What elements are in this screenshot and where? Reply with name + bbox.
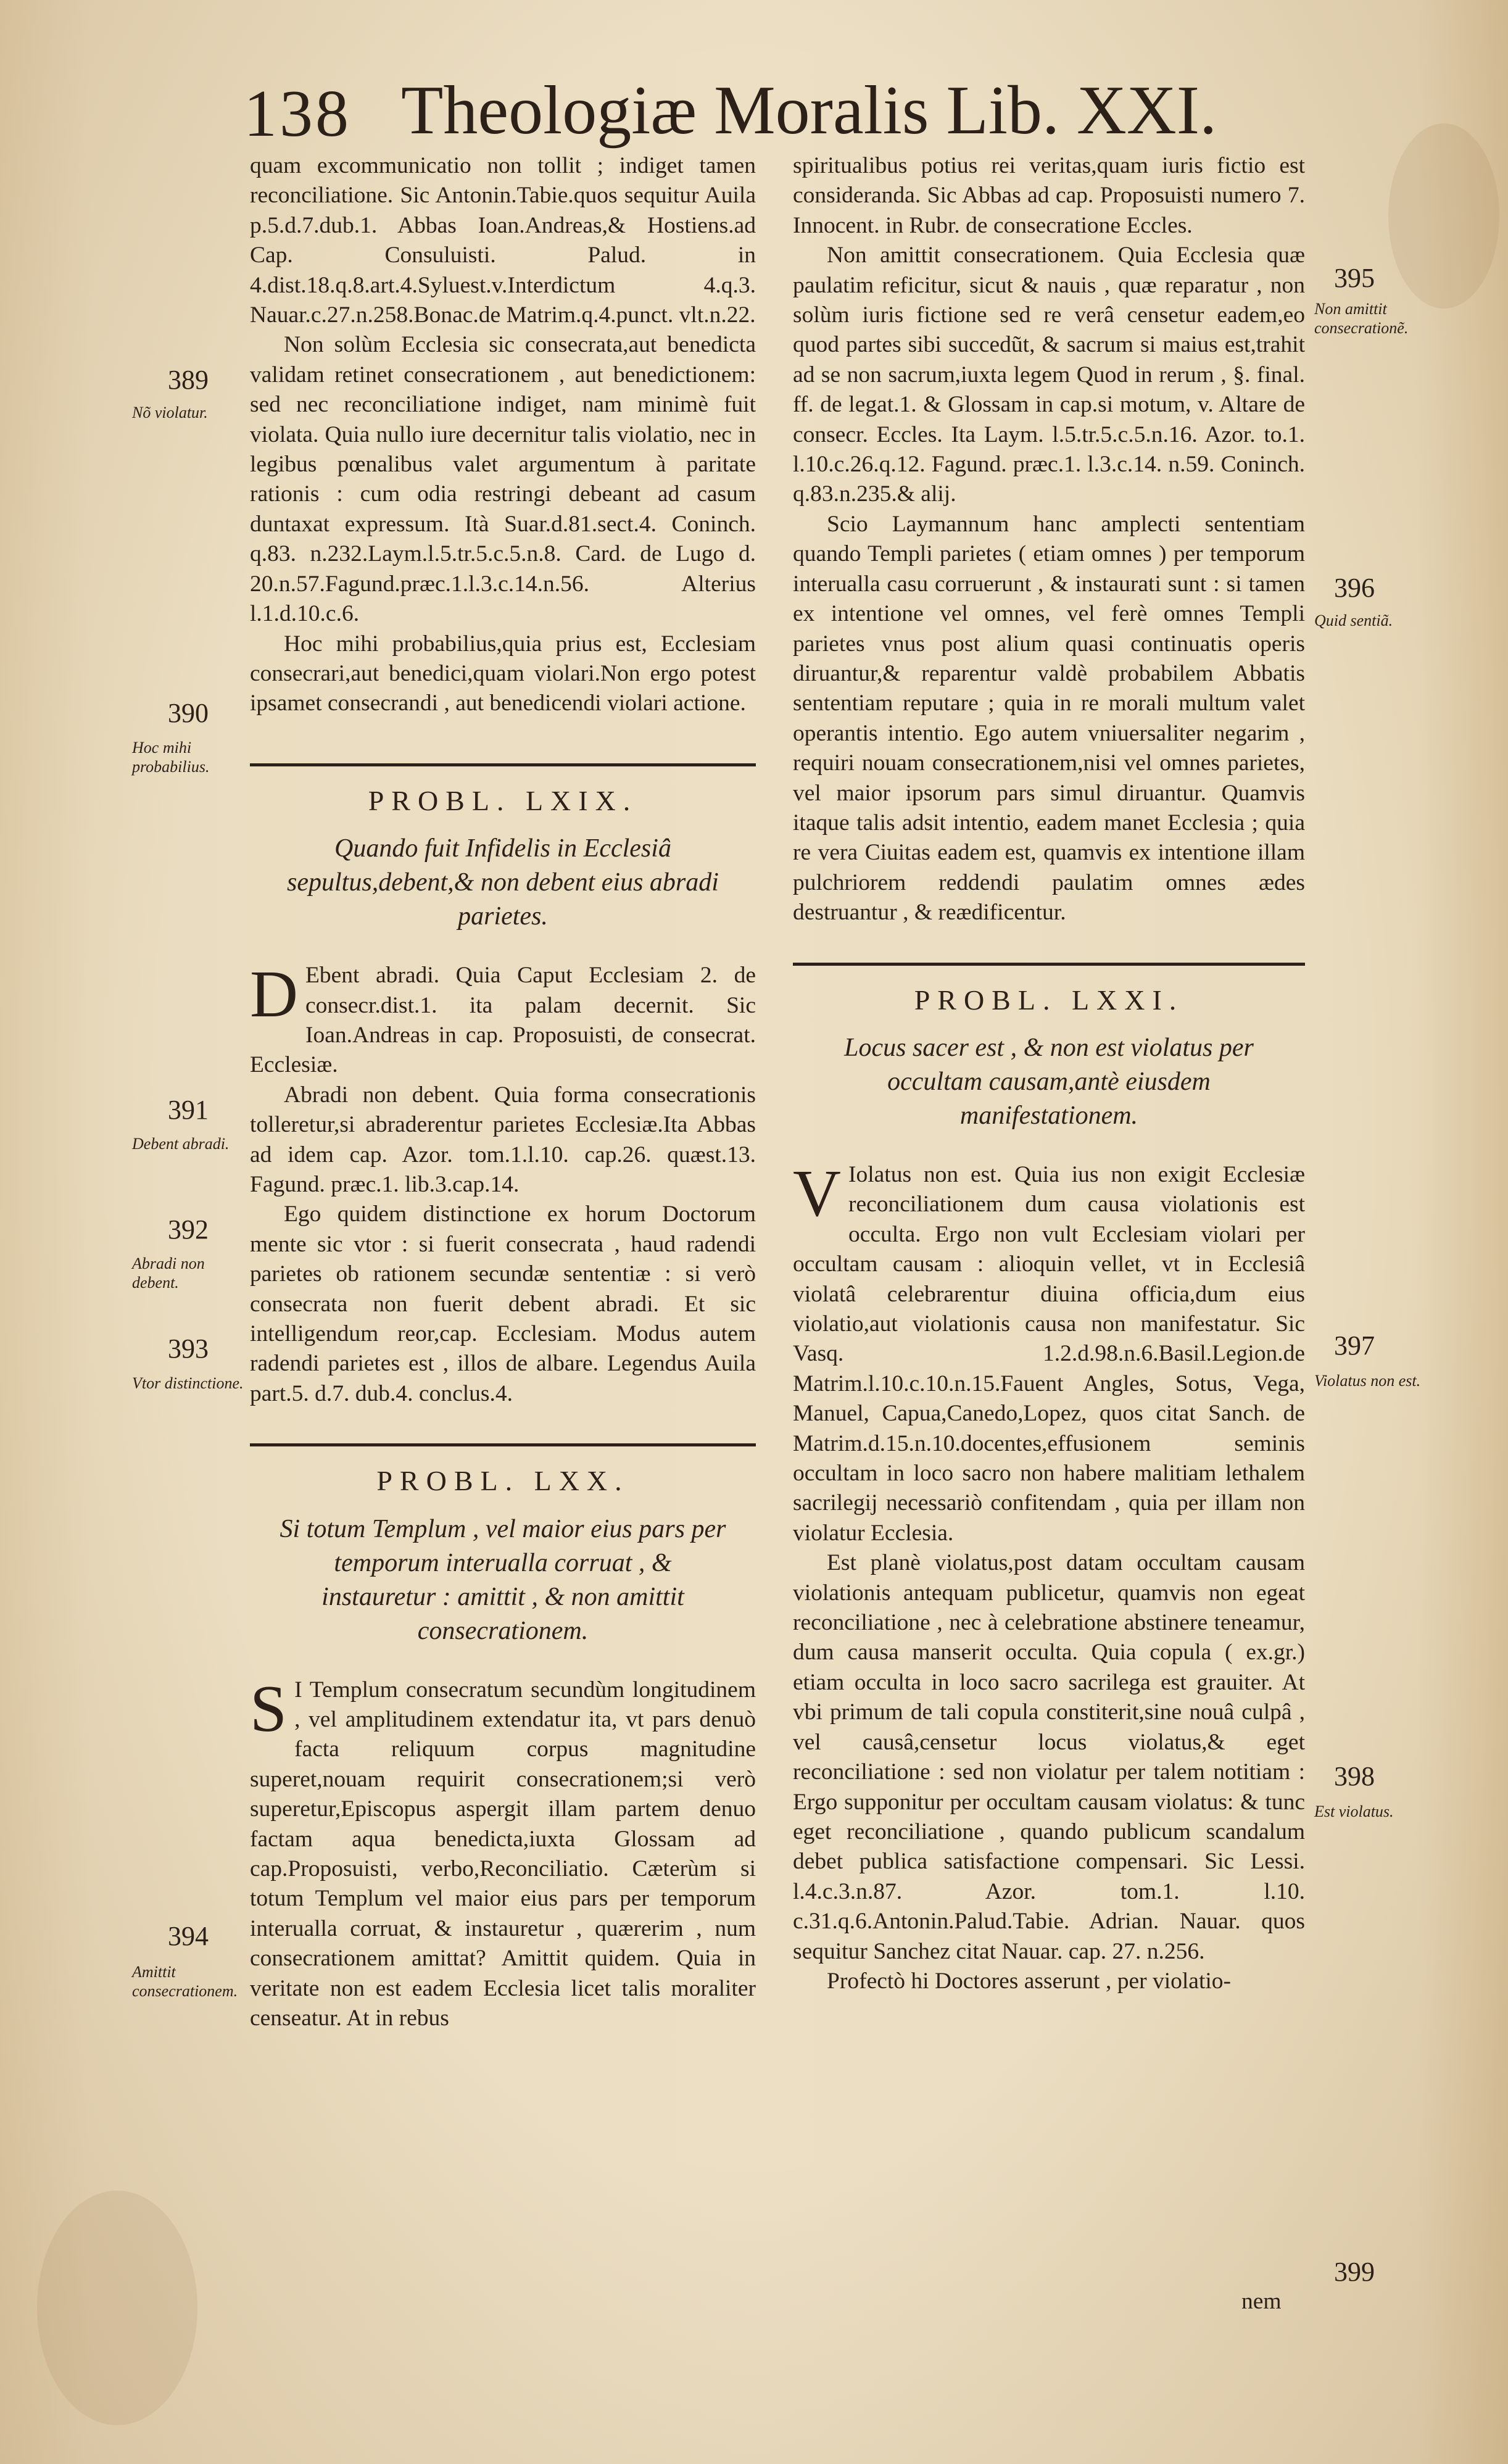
- problem-subtitle-70: Si totum Templum , vel maior eius pars per temporum interualla corruat , & instauretur : amittit , & non amittit consecrationem.: [280, 1514, 726, 1645]
- paragraph-394-text: I Templum consecratum secundùm longitudinem , vel amplitudinem extendatur ita, vt pars denuò facta reliquum corpus magnitudine superet,nouam requirit consecrationem;si verò superetur,Episcopus aspergit illam partem denuo factam aqua benedicta,iuxta Glossam ad cap.Proposuisti, verbo,Reconciliatio. Cæterùm si totum Templum vel maior eius pars per temporum interualla corruat, & instauretur , quærerim , num consecrationem amittat? Amittit quidem. Quia in veritate non est eadem Ecclesia licet talis moraliter censeatur. At in rebus: [250, 1677, 756, 2031]
- margin-note: Nõ violatur.: [132, 404, 208, 421]
- dropcap-initial: D: [250, 958, 298, 1032]
- paragraph-395: Non amittit consecrationem. Quia Ecclesia quæ paulatim reficitur, sicut & nauis , quæ reparatur , non solùm iuris fictione sed re verâ censetur eadem,eo quod partes sibi succedũt, & sacrum si maius est,trahit ad se non sacrum,iuxta legem Quod in rerum , §. final. ff. de legat.1. & Glossam in cap.si motum, v. Altare de consecr. Eccles. Ita Laym. l.5.tr.5.c.5.n.16. Azor. to.1. l.10.c.26.q.12. Fagund. præc.1. l.3.c.14. n.59. Coninch. q.83.n.235.& alij.: [793, 243, 1305, 507]
- margin-note: Est violatus.: [1314, 1802, 1394, 1820]
- problem-heading-70: PROBL. LXX.: [376, 1465, 629, 1497]
- paragraph-390: Hoc mihi probabilius,quia prius est, Ecclesiam consecrari,aut benedici,quam violari.Non ergo potest ipsamet consecrandi , aut benedicendi violari actione.: [250, 631, 756, 716]
- margin-number: 399: [1334, 2257, 1375, 2287]
- page-header: [244, 71, 1354, 151]
- margin-note: Hoc mihi probabilius.: [132, 739, 210, 776]
- paragraph-397-text: Iolatus non est. Quia ius non exigit Ecclesiæ reconciliationem dum causa violationis est occulta. Ergo non vult Ecclesiam violari per occultam causam : alioquin vellet, vt in Ecclesiâ violatâ celebrarentur diuina officia,dum eius violatio,aut violationis causa non manifestatur. Sic Vasq. 1.2.d.98.n.6.Basil.Legion.de Matrim.l.10.c.10.n.15.Fauent Angles, Sotus, Vega, Manuel, Capua,Canedo,Lopez, quos citat Sanch. de Matrim.d.15.n.10.docentes,effusionem seminis occultam in loco sacro non habere malitiam lethalem sacrilegij necessariò confitendam , quia per illam non violatur Ecclesia.: [793, 1161, 1305, 1546]
- catchword: nem: [1241, 2289, 1282, 2314]
- margin-note: Quid sentiã.: [1314, 612, 1393, 629]
- margin-number: 391: [168, 1095, 209, 1125]
- problem-subtitle-71: Locus sacer est , & non est violatus per occultam causam,antè eiusdem manifestationem.: [844, 1033, 1254, 1130]
- margin-number: 390: [168, 698, 209, 728]
- paragraph-397: [793, 1156, 1305, 1548]
- right-column: [793, 151, 1305, 1996]
- margin-note: Vtor distinctione.: [132, 1374, 244, 1392]
- page-number: 138: [244, 77, 351, 151]
- page-stain: [37, 2191, 197, 2425]
- running-title: Theologiæ Moralis Lib. XXI.: [401, 72, 1217, 149]
- intro-paragraph: quam excommunicatio non tollit ; indiget tamen reconciliatione. Sic Antonin.Tabie.quos sequitur Auila p.5.d.7.dub.1. Abbas Ioan.Andreas,& Hostiens.ad Cap. Consuluisti. Palud. in 4.dist.18.q.8.art.4.Syluest.v.Interdictum 4.q.3. Nauar.c.27.n.258.Bonac.de Matrim.q.4.punct. vlt.n.22.: [250, 153, 756, 328]
- paragraph-392: Abradi non debent. Quia forma consecrationis tolleretur,si abraderentur parietes Ecclesiæ.Ita Abbas ad idem cap. Azor. tom.1.l.10. cap.26. quæst.13. Fagund. præc.1. lib.3.cap.14.: [250, 1082, 756, 1197]
- page-stain: [1388, 123, 1499, 309]
- margin-note: Debent abradi.: [132, 1135, 230, 1153]
- paragraph-393: Ego quidem distinctione ex horum Doctorum mente sic vtor : si fuerit consecrata , haud radendi parietes ob rationem secundæ sententiæ : si verò consecrata non fuerit debent abradi. Et sic intelligendum reor,cap. Ecclesiam. Modus autem radendi parietes est , illos de albare. Legendus Auila part.5. d.7. dub.4. conclus.4.: [250, 1201, 756, 1406]
- margin-number: 392: [168, 1214, 209, 1245]
- margin-number: 396: [1334, 573, 1375, 603]
- dropcap-initial: V: [793, 1156, 841, 1230]
- paragraph-391-text: Ebent abradi. Quia Caput Ecclesiam 2. de consecr.dist.1. ita palam decernit. Sic Ioan.Andreas in cap. Proposuisti, de consecrat. Ecclesiæ.: [250, 963, 756, 1078]
- margin-number: 398: [1334, 1761, 1375, 1791]
- margin-number: 394: [168, 1921, 209, 1951]
- intro-paragraph: spiritualibus potius rei veritas,quam iuris fictio est consideranda. Sic Abbas ad cap. Proposuisti numero 7. Innocent. in Rubr. de consecratione Eccles.: [793, 153, 1305, 238]
- paragraph-394: [250, 1672, 756, 2034]
- margin-note: Violatus non est.: [1314, 1372, 1421, 1390]
- margin-note: Non amittit consecrationẽ.: [1314, 300, 1409, 337]
- margin-number: 397: [1334, 1330, 1375, 1361]
- problem-heading-71: PROBL. LXXI.: [914, 984, 1184, 1016]
- paragraph-391: [250, 958, 756, 1081]
- margin-note: Abradi non debent.: [132, 1255, 205, 1292]
- left-column: [250, 151, 756, 2034]
- margin-number: 395: [1334, 263, 1375, 293]
- paragraph-399: Profectò hi Doctores asserunt , per violatio-: [827, 1968, 1232, 1994]
- margin-note: Amittit consecrationem.: [132, 1963, 238, 2000]
- problem-subtitle-69: Quando fuit Infidelis in Ecclesiâ sepultus,debent,& non debent eius abradi parietes.: [287, 834, 719, 931]
- margin-number: 389: [168, 365, 209, 395]
- dropcap-initial: S: [250, 1672, 288, 1746]
- paragraph-396: Scio Laymannum hanc amplecti sententiam quando Templi parietes ( etiam omnes ) per temporum interualla casu corruerunt , & instaurati sunt : si tamen ex intentione vel omnes, vel ferè omnes Templi parietes vnus post alium quasi continuatis operis diruantur,& reparentur valdè probabilem Abbatis sententiam reputare ; quia in re morali multum valet operantis intentio. Ego autem vniuersaliter negarim , requiri nouam consecrationem,nisi vel omnes parietes, vel maior ipsorum pars simul diruantur. Quamvis itaque talis adsit intentio, eadem manet Ecclesia ; quia re vera Ciuitas eadem est, quamvis ex intentione illam pulchriorem reddendi paulatim omnes ædes destruantur , & reædificentur.: [793, 511, 1305, 926]
- problem-heading-69: PROBL. LXIX.: [368, 784, 638, 816]
- paragraph-398: Est planè violatus,post datam occultam causam violationis antequam publicetur, quamvis non egeat reconciliatione , nec à celebratione abstinere teneamur, dum causa manserit occulta. Quia copula ( ex.gr.) etiam occulta in loco sacro sacrilega est grauiter. At vbi primum de tali copula constiterit,sine nouâ culpâ , vel causâ,censetur locus violatus,& eget reconciliatione : sed non violatur per talem notitiam : Ergo supponitur per occultam causam violatus: & tunc eget reconciliatione , quando publicum scandalum debet publica satisfactione compensari. Sic Lessi. l.4.c.3.n.87. Azor. tom.1. l.10. c.31.q.6.Antonin.Palud.Tabie. Adrian. Nauar. quos sequitur Sanchez citat Nauar. cap. 27. n.256.: [793, 1550, 1305, 1964]
- margin-number: 393: [168, 1334, 209, 1364]
- paragraph-389: Non solùm Ecclesia sic consecrata,aut benedicta validam retinet consecrationem , aut benedictionem: sed nec reconciliatione indiget, nam minimè fuit violata. Quia nullo iure decernitur talis violatio, nec in legibus pœnalibus valet argumentum à paritate rationis : cum odia restringi debeant ad casum duntaxat expressum. Ità Suar.d.81.sect.4. Coninch. q.83. n.232.Laym.l.5.tr.5.c.5.n.8. Card. de Lugo d. 20.n.57.Fagund.præc.1.l.3.c.14.n.56. Alterius l.1.d.10.c.6.: [250, 332, 756, 627]
